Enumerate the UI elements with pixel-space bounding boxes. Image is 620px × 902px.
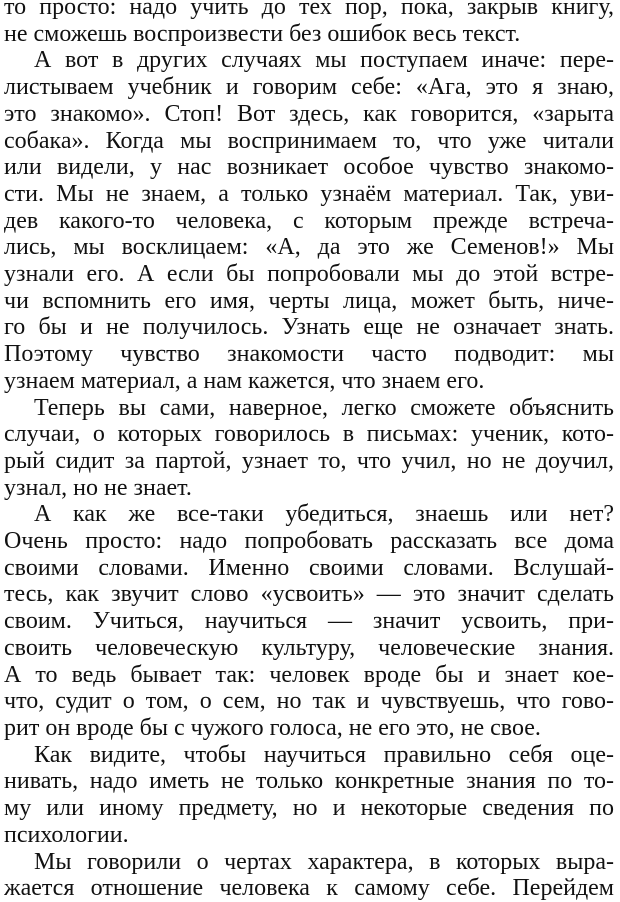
text-line: то просто: надо учить до тех пор, пока, закрыв книгу,	[4, 0, 614, 20]
text-line: Поэтому чувство знакомости часто подводит: мы	[4, 341, 614, 368]
text-line: листываем учебник и говорим себе: «Ага, это я знаю,	[4, 74, 614, 101]
text-line: узнаем материал, а нам кажется, что знаем его.	[4, 367, 485, 394]
text-line: рит он вроде бы с чужого голоса, не его это, не свое.	[4, 714, 541, 741]
text-line: психологии.	[4, 821, 129, 848]
text-line: нивать, надо иметь не только конкретные знания по то-	[4, 768, 614, 795]
text-line: му или иному предмету, но и некоторые сведения по	[4, 795, 614, 822]
text-line: сти. Мы не знаем, а только узнаём материал. Так, уви-	[4, 180, 614, 207]
page-text	[4, 0, 614, 902]
text-line: чи вспомнить его имя, черты лица, может быть, ниче-	[4, 287, 614, 314]
text-line: узнал, но не знает.	[4, 474, 192, 501]
text-line: А вот в других случаях мы поступаем иначе: пере-	[34, 47, 614, 74]
text-line: что, судит о том, о сем, но так и чувствуешь, что гово-	[4, 688, 614, 715]
text-line: рый сидит за партой, узнает то, что учил, но не доучил,	[4, 447, 614, 474]
text-line: не сможешь воспроизвести без ошибок весь текст.	[4, 20, 521, 47]
text-line: случаи, о которых говорилось в письмах: ученик, кото-	[4, 421, 614, 448]
text-line: Мы говорили о чертах характера, в которых выра-	[34, 848, 614, 875]
text-line: лись, мы восклицаем: «А, да это же Семенов!» Мы	[4, 234, 614, 261]
text-line: Очень просто: надо попробовать рассказать все дома	[4, 528, 614, 555]
text-line: своим. Учиться, научиться — значит усвоить, при-	[4, 608, 614, 635]
text-line: Как видите, чтобы научиться правильно себя оце-	[34, 741, 614, 768]
text-line: жается отношение человека к самому себе. Перейдем	[4, 875, 614, 902]
text-line: Теперь вы сами, наверное, легко сможете объяснить	[34, 394, 614, 421]
text-line: своить человеческую культуру, человеческие знания.	[4, 634, 614, 661]
text-line: тесь, как звучит слово «усвоить» — это значит сделать	[4, 581, 614, 608]
text-line: го бы и не получилось. Узнать еще не означает знать.	[4, 314, 614, 341]
text-line: дев какого-то человека, с которым прежде встреча-	[4, 207, 614, 234]
text-line: узнали его. А если бы попробовали мы до этой встре-	[4, 261, 614, 288]
text-line: А как же все-таки убедиться, знаешь или нет?	[34, 501, 614, 528]
text-line: это знакомо». Стоп! Вот здесь, как говорится, «зарыта	[4, 100, 614, 127]
text-line: или видели, у нас возникает особое чувство знакомо-	[4, 154, 614, 181]
text-line: А то ведь бывает так: человек вроде бы и знает кое-	[4, 661, 614, 688]
text-line: своими словами. Именно своими словами. Вслушай-	[4, 554, 614, 581]
text-line: собака». Когда мы воспринимаем то, что уже читали	[4, 127, 614, 154]
